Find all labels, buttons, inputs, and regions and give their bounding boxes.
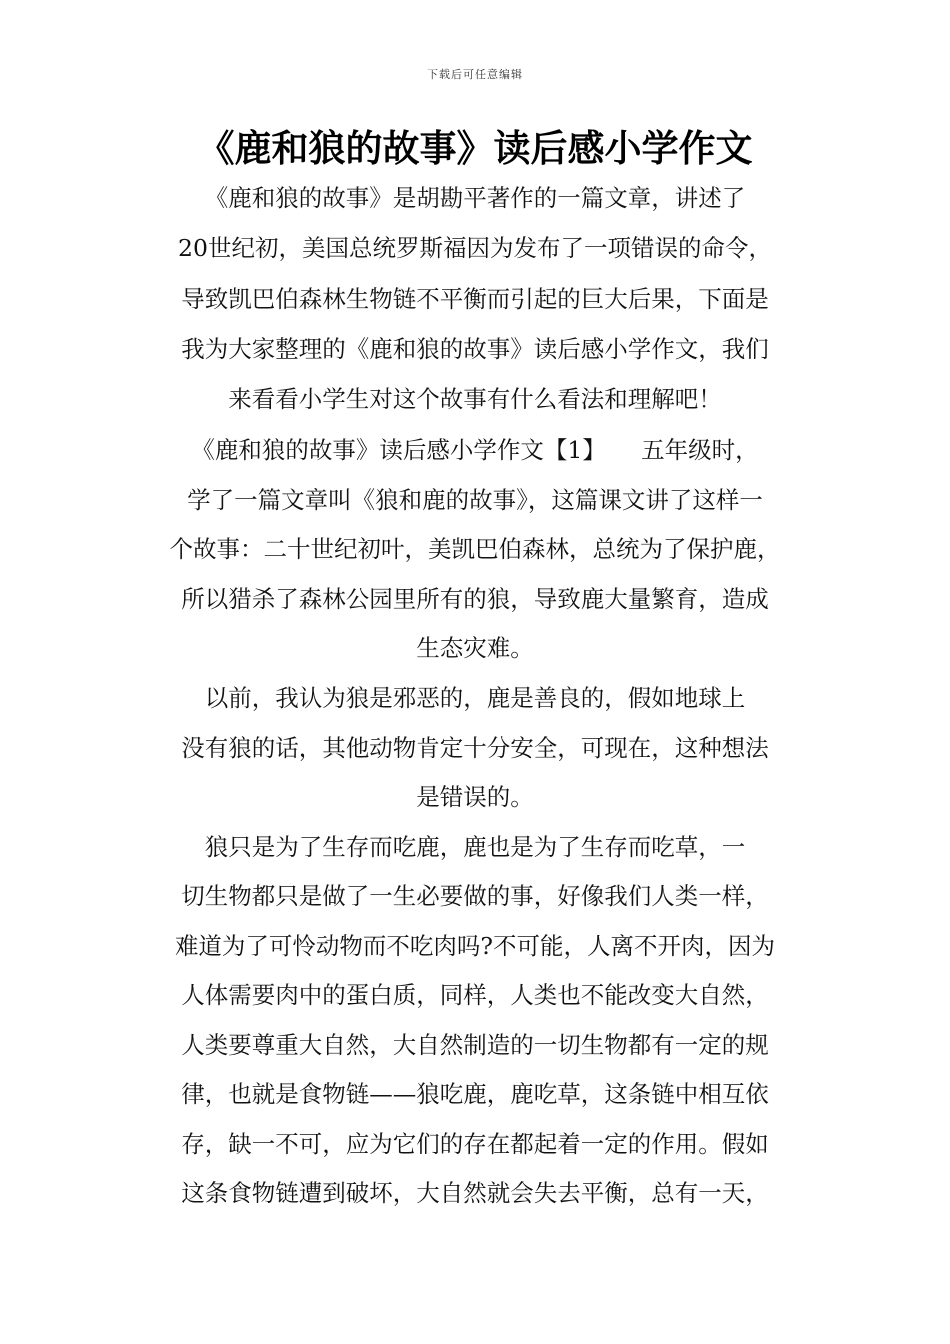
text-line: 《鹿和狼的故事》读后感小学作文【1】 五年级时， [191, 436, 759, 464]
text-line: 人体需要肉中的蛋白质，同样，人类也不能改变大自然， [181, 981, 769, 1009]
text-line: 人类要尊重大自然，大自然制造的一切生物都有一定的规 [181, 1031, 769, 1059]
text-line: 没有狼的话，其他动物肯定十分安全，可现在，这种想法 [181, 734, 769, 762]
text-line: 律，也就是食物链——狼吃鹿，鹿吃草，这条链中相互依 [181, 1080, 769, 1108]
page-title: 《鹿和狼的故事》读后感小学作文 [197, 126, 753, 170]
header-note: 下载后可任意编辑 [427, 68, 523, 81]
text-line: 以前，我认为狼是邪恶的，鹿是善良的，假如地球上 [204, 684, 746, 712]
text-line: 狼只是为了生存而吃鹿，鹿也是为了生存而吃草，一 [204, 833, 746, 861]
text-line: 存，缺一不可，应为它们的存在都起着一定的作用。假如 [181, 1130, 769, 1158]
text-line: 这条食物链遭到破坏，大自然就会失去平衡，总有一天， [181, 1179, 769, 1207]
text-line: 切生物都只是做了一生必要做的事，好像我们人类一样， [181, 882, 769, 910]
text-line: 《鹿和狼的故事》是胡勘平著作的一篇文章，讲述了 [204, 184, 746, 212]
text-line: 20世纪初，美国总统罗斯福因为发布了一项错误的命令， [178, 234, 772, 262]
text-line: 生态灾难。 [416, 634, 534, 662]
text-line: 是错误的。 [416, 783, 534, 811]
text-line: 个故事：二十世纪初叶，美凯巴伯森林，总统为了保护鹿， [169, 535, 781, 563]
text-line: 所以猎杀了森林公园里所有的狼，导致鹿大量繁育，造成 [181, 585, 769, 613]
text-line: 来看看小学生对这个故事有什么看法和理解吧！ [228, 385, 722, 413]
text-line: 难道为了可怜动物而不吃肉吗?不可能，人离不开肉，因为 [174, 932, 776, 960]
text-line: 我为大家整理的《鹿和狼的故事》读后感小学作文，我们 [181, 335, 769, 363]
text-line: 学了一篇文章叫《狼和鹿的故事》，这篇课文讲了这样一 [187, 486, 763, 514]
text-line: 导致凯巴伯森林生物链不平衡而引起的巨大后果，下面是 [181, 285, 769, 313]
